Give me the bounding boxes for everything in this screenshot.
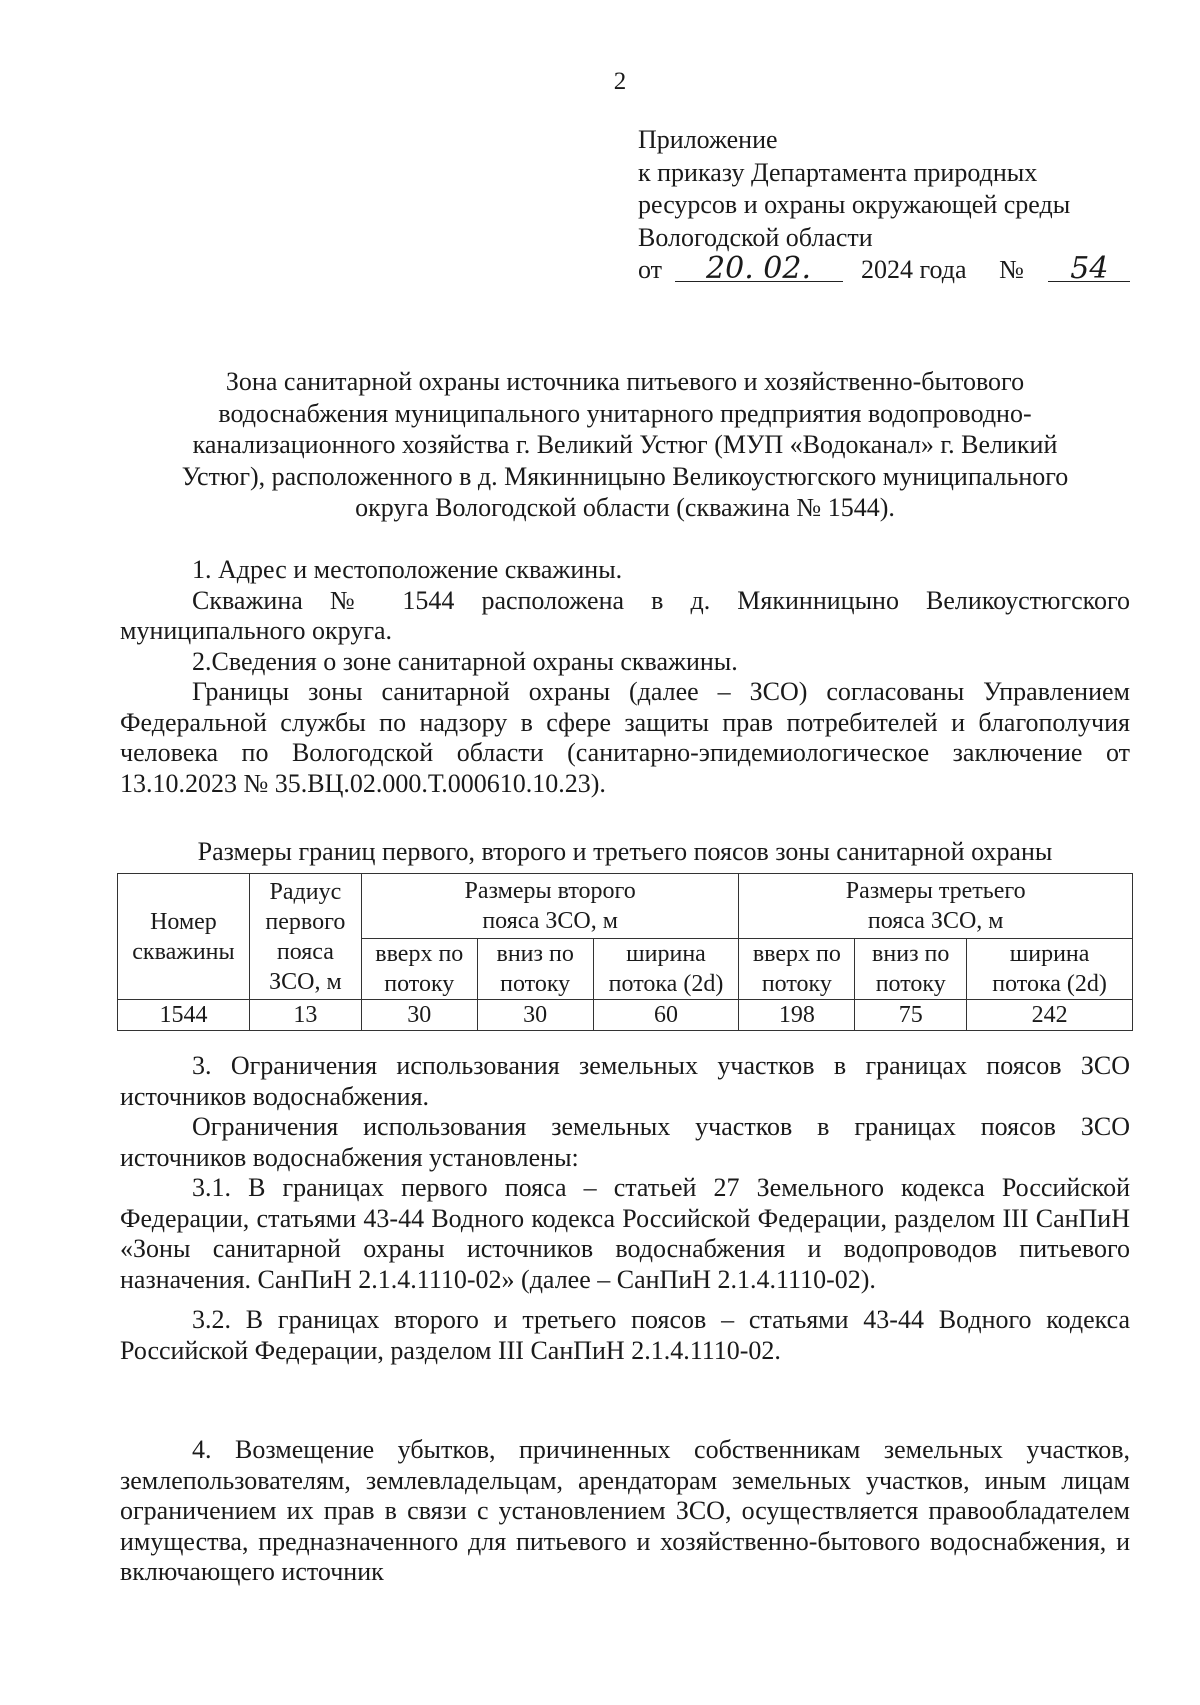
header-third-width: ширина потока (2d) [967, 939, 1133, 1000]
appendix-line-4: Вологодской области [638, 222, 873, 252]
title-line-1: Зона санитарной охраны источника питьевого и хозяйственно-бытового [225, 367, 1025, 396]
section-3-heading: 3. Ограничения использования земельных участков в границах поясов ЗСО источников водоснабжения. [120, 1051, 1130, 1111]
sections-1-2 [120, 555, 1130, 799]
cell-first-radius: 13 [249, 1000, 361, 1031]
header-second-width: ширина потока (2d) [593, 939, 739, 1000]
header-second-belt: Размеры второго пояса ЗСО, м [361, 874, 739, 939]
cell-third-width: 242 [967, 1000, 1133, 1031]
header-second-upstream: вверх по потоку [361, 939, 477, 1000]
appendix-line-3: ресурсов и охраны окружающей среды [638, 190, 1071, 219]
number-label: № [999, 255, 1024, 284]
table-row [118, 1000, 1133, 1031]
appendix-line-1: Приложение [638, 125, 778, 154]
appendix-block [638, 124, 1130, 287]
cell-second-downstream: 30 [477, 1000, 593, 1031]
table-caption: Размеры границ первого, второго и третьего поясов зоны санитарной охраны [197, 837, 1053, 866]
handwritten-number: 54 [1048, 257, 1130, 282]
document-title [120, 366, 1130, 524]
title-line-2: водоснабжения муниципального унитарного предприятия водопроводно- [218, 398, 1032, 428]
section-1-text: Скважина № 1544 расположена в д. Мякинницыно Великоустюгского муниципального округа. [120, 585, 1130, 645]
section-3-text: Ограничения использования земельных участков в границах поясов ЗСО источников водоснабжения установлены: [120, 1112, 1130, 1172]
title-line-4: Устюг), расположенного в д. Мякинницыно Великоустюгского муниципального [181, 461, 1069, 491]
appendix-line-2: к приказу Департамента природных [638, 157, 1038, 187]
header-first-belt-radius: Радиус первого пояса ЗСО, м [249, 874, 361, 1000]
handwritten-date: 20. 02. [675, 257, 843, 282]
header-second-downstream: вниз по потоку [477, 939, 593, 1000]
section-2-heading: 2.Сведения о зоне санитарной охраны скважины. [192, 646, 738, 676]
section-1-heading: 1. Адрес и местоположение скважины. [192, 555, 623, 584]
section-3 [120, 1051, 1130, 1366]
cell-third-upstream: 198 [739, 1000, 855, 1031]
header-well-number: Номер скважины [118, 874, 250, 1000]
table-header-row-1 [118, 874, 1133, 939]
cell-well-number: 1544 [118, 1000, 250, 1031]
section-3-1: 3.1. В границах первого пояса – статьей 27 Земельного кодекса Российской Федерации, статьями 43-44 Водного кодекса Российской Федерации, разделом III СанПиН «Зоны санитарной охраны источников водоснабжения и водопроводов питьевого назначения. СанПиН 2.1.4.1110-02» (далее – СанПиН 2.1.4.1110-02). [120, 1173, 1130, 1294]
header-third-belt: Размеры третьего пояса ЗСО, м [739, 874, 1133, 939]
title-line-5: округа Вологодской области (скважина № 1544). [355, 493, 895, 522]
from-label: от [638, 255, 663, 284]
section-4 [120, 1435, 1130, 1588]
page-number: 2 [613, 68, 627, 95]
year-label: 2024 года [861, 255, 967, 284]
zso-table [117, 873, 1133, 1031]
cell-second-upstream: 30 [361, 1000, 477, 1031]
cell-second-width: 60 [593, 1000, 739, 1031]
section-4-text: 4. Возмещение убытков, причиненных собственникам земельных участков, землепользователям, землевладельцам, арендаторам земельных участков, иным лицам ограничением их прав в связи с установлением ЗСО, осуществляется правообладателем имущества, предназначенного для питьевого и хозяйственно-бытового водоснабжения, и включающего источник [120, 1435, 1130, 1586]
title-line-3: канализационного хозяйства г. Великий Устюг (МУП «Водоканал» г. Великий [192, 430, 1058, 459]
header-third-upstream: вверх по потоку [739, 939, 855, 1000]
appendix-date-line [638, 251, 1130, 287]
header-third-downstream: вниз по потоку [855, 939, 967, 1000]
cell-third-downstream: 75 [855, 1000, 967, 1031]
section-2-text: Границы зоны санитарной охраны (далее – ЗСО) согласованы Управлением Федеральной службы по надзору в сфере защиты прав потребителей и благополучия человека по Вологодской области (санитарно-эпидемиологическое заключение от 13.10.2023 № 35.ВЦ.02.000.Т.000610.10.23). [120, 677, 1130, 798]
section-3-2: 3.2. В границах второго и третьего поясов – статьями 43-44 Водного кодекса Российской Федерации, разделом III СанПиН 2.1.4.1110-02. [120, 1305, 1130, 1365]
